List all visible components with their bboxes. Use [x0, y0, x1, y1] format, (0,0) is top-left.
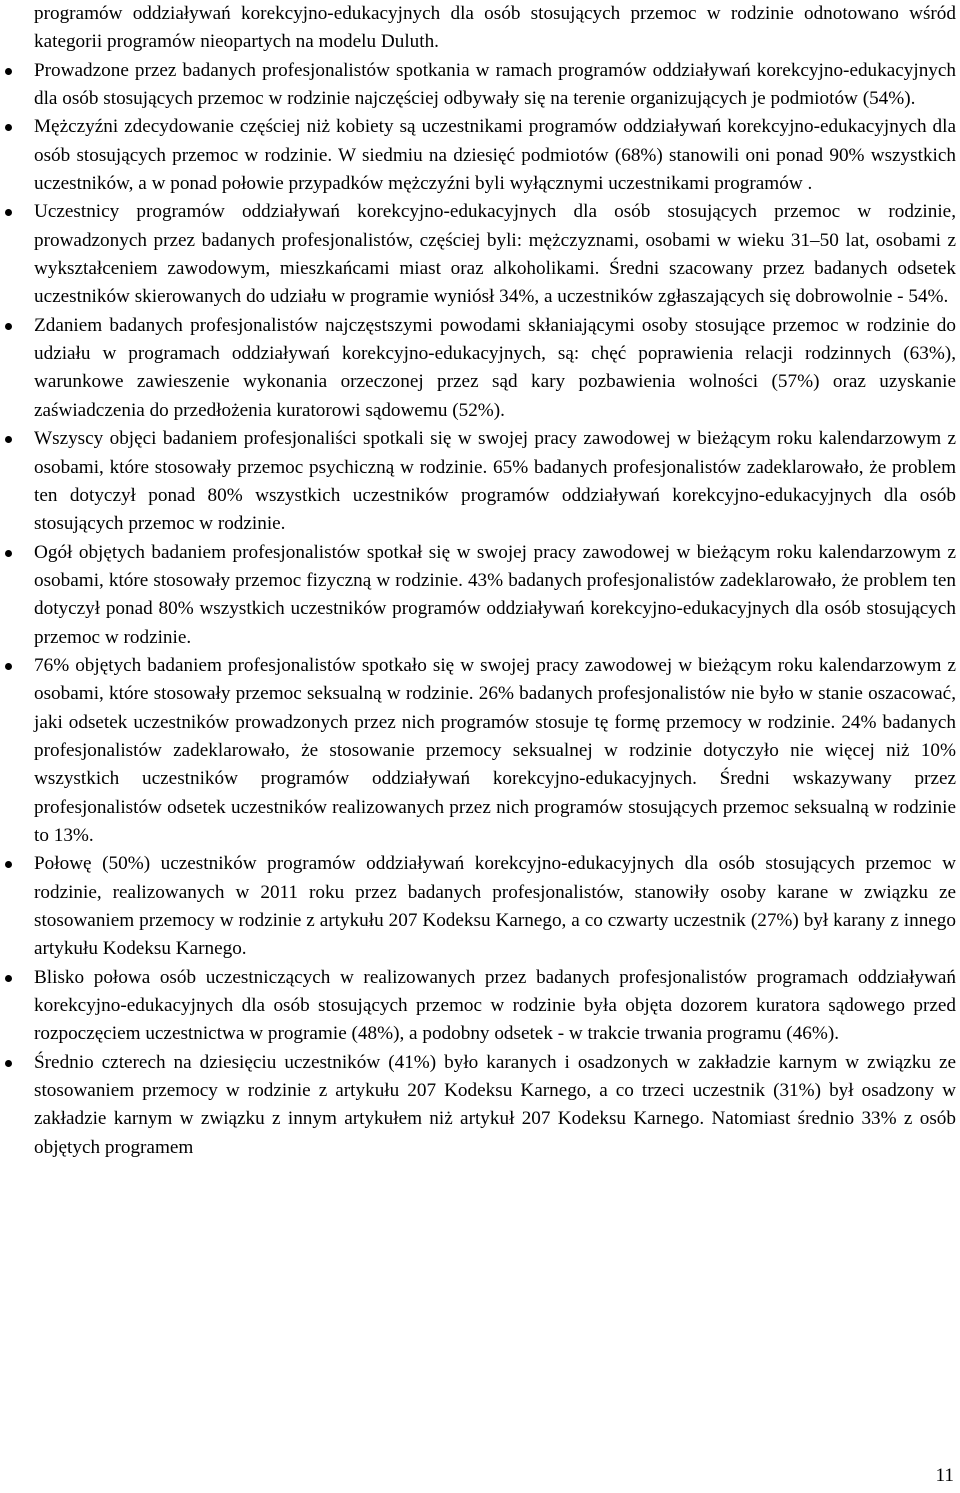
- bullet-item: [34, 964, 956, 1049]
- bullet-icon: [5, 1060, 12, 1067]
- document-page: [34, 0, 956, 1162]
- bullet-item: [34, 652, 956, 850]
- bullet-text: 76% objętych badaniem profesjonalistów spotkało się w swojej pracy zawodowej w bieżącym roku kalendarzowym z osobami, które stosowały przemoc seksualną w rodzinie. 26% badanych profesjonalistów nie było w stanie oszacować, jaki odsetek uczestników prowadzonych przez nich programów stosuje tę formę przemocy w rodzinie. 24% badanych profesjonalistów zadeklarowało, że stosowanie przemocy seksualnej w rodzinie dotyczyło nie więcej niż 10% wszystkich uczestników programów oddziaływań korekcyjno-edukacyjnych. Średni wskazywany przez profesjonalistów odsetek uczestników realizowanych przez nich programów stosujących przemoc seksualną w rodzinie to 13%.: [34, 654, 956, 846]
- bullet-icon: [5, 124, 12, 131]
- bullet-icon: [5, 436, 12, 443]
- bullet-icon: [5, 323, 12, 330]
- bullet-item: [34, 539, 956, 652]
- bullet-icon: [5, 861, 12, 868]
- bullet-icon: [5, 550, 12, 557]
- bullet-text: Połowę (50%) uczestników programów oddziaływań korekcyjno-edukacyjnych dla osób stosujących przemoc w rodzinie, realizowanych w 2011 roku przez badanych profesjonalistów, stanowiły osoby karane w związku ze stosowaniem przemocy w rodzinie z artykułu 207 Kodeksu Karnego, a co czwarty uczestnik (27%) był karany z innego artykułu Kodeksu Karnego.: [34, 853, 956, 960]
- bullet-text: Uczestnicy programów oddziaływań korekcyjno-edukacyjnych dla osób stosujących przemoc w rodzinie, prowadzonych przez badanych profesjonalistów, częściej byli: mężczyznami, osobami w wieku 31–50 lat, osobami z wykształceniem zawodowym, mieszkańcami miast oraz alkoholikami. Średni szacowany przez badanych odsetek uczestników skierowanych do udziału w programie wyniósł 34%, a uczestników zgłaszających się dobrowolnie - 54%.: [34, 201, 956, 308]
- bullet-item: [34, 312, 956, 425]
- bullet-text: Średnio czterech na dziesięciu uczestników (41%) było karanych i osadzonych w zakładzie karnym w związku ze stosowaniem przemocy w rodzinie z artykułu 207 Kodeksu Karnego, a co trzeci uczestnik (31%) był osadzony w zakładzie karnym w związku z innym artykułem niż artykuł 207 Kodeksu Karnego. Natomiast średnio 33% z osób objętych programem: [34, 1051, 956, 1158]
- bullet-text: Blisko połowa osób uczestniczących w realizowanych przez badanych profesjonalistów programach oddziaływań korekcyjno-edukacyjnych dla osób stosujących przemoc w rodzinie była objęta dozorem kuratora sądowego przed rozpoczęciem uczestnictwa w programie (48%), a podobny odsetek - w trakcie trwania programu (46%).: [34, 966, 956, 1045]
- bullet-text: Prowadzone przez badanych profesjonalistów spotkania w ramach programów oddziaływań korekcyjno-edukacyjnych dla osób stosujących przemoc w rodzinie najczęściej odbywały się na terenie organizujących je podmiotów (54%).: [34, 59, 956, 110]
- page-number: 11: [935, 1465, 954, 1486]
- bullet-icon: [5, 663, 12, 670]
- lead-paragraph: programów oddziaływań korekcyjno-edukacyjnych dla osób stosujących przemoc w rodzinie odnotowano wśród kategorii programów nieopartych na modelu Duluth.: [34, 3, 956, 53]
- bullet-text: Zdaniem badanych profesjonalistów najczęstszymi powodami skłaniającymi osoby stosujące przemoc w rodzinie do udziału w programach oddziaływań korekcyjno-edukacyjnych, są: chęć poprawienia relacji rodzinnych (63%), warunkowe zawieszenie wykonania orzeczonej przez sąd kary pozbawienia wolności (57%) oraz uzyskanie zaświadczenia do przedłożenia kuratorowi sądowemu (52%).: [34, 314, 956, 421]
- bullet-text: Ogół objętych badaniem profesjonalistów spotkał się w swojej pracy zawodowej w bieżącym roku kalendarzowym z osobami, które stosowały przemoc fizyczną w rodzinie. 43% badanych profesjonalistów zadeklarowało, że problem ten dotyczył ponad 80% wszystkich uczestników programów oddziaływań korekcyjno-edukacyjnych dla osób stosujących przemoc w rodzinie.: [34, 541, 956, 648]
- bullet-item: [34, 425, 956, 538]
- bullet-item: [34, 198, 956, 311]
- bullet-item: [34, 1049, 956, 1162]
- bullet-icon: [5, 975, 12, 982]
- bullet-list: [34, 57, 956, 1162]
- bullet-icon: [5, 209, 12, 216]
- bullet-item: [34, 113, 956, 198]
- bullet-text: Wszyscy objęci badaniem profesjonaliści spotkali się w swojej pracy zawodowej w bieżącym roku kalendarzowym z osobami, które stosowały przemoc psychiczną w rodzinie. 65% badanych profesjonalistów zadeklarowało, że problem ten dotyczył ponad 80% wszystkich uczestników programów oddziaływań korekcyjno-edukacyjnych dla osób stosujących przemoc w rodzinie.: [34, 428, 956, 535]
- bullet-text: Mężczyźni zdecydowanie częściej niż kobiety są uczestnikami programów oddziaływań korekcyjno-edukacyjnych dla osób stosujących przemoc w rodzinie. W siedmiu na dziesięć podmiotów (68%) stanowili oni ponad 90% wszystkich uczestników, a w ponad połowie przypadków mężczyźni byli wyłącznymi uczestnikami programów .: [34, 116, 956, 195]
- bullet-icon: [5, 68, 12, 75]
- bullet-item: [34, 850, 956, 963]
- bullet-item: [34, 57, 956, 114]
